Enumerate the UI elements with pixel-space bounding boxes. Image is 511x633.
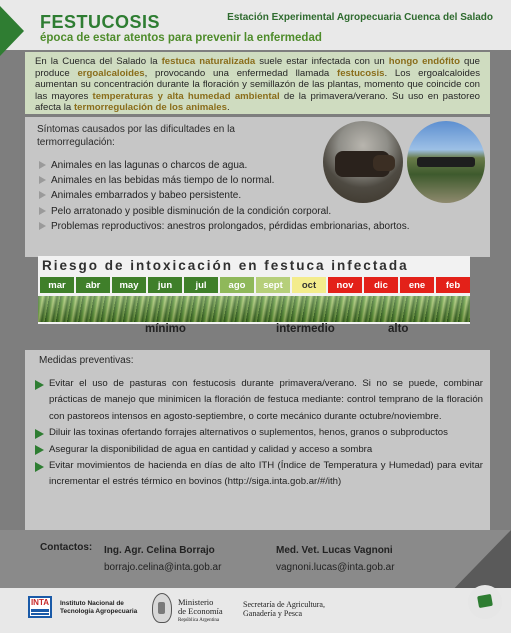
- list-item: Diluir las toxinas ofertando forrajes alternativos o suplementos, henos, granos o subproductos: [35, 425, 483, 441]
- month-sept: sept: [256, 277, 290, 293]
- month-abr: abr: [76, 277, 110, 293]
- bullet-triangle-icon: [35, 429, 44, 439]
- list-item: Animales en las bebidas más tiempo de lo normal.: [39, 173, 419, 188]
- month-jul: jul: [184, 277, 218, 293]
- risk-level-high: alto: [388, 323, 409, 335]
- risk-level-low: mínimo: [145, 323, 186, 335]
- cattle-photo: [323, 121, 403, 203]
- bullet-triangle-icon: [39, 222, 46, 230]
- national-seal-icon: [152, 593, 172, 623]
- contact-2-name: Med. Vet. Lucas Vagnoni: [276, 545, 393, 556]
- inta-logo-icon: INTA: [28, 596, 52, 618]
- corner-triangle-icon: [0, 6, 24, 56]
- month-ago: ago: [220, 277, 254, 293]
- page-title: FESTUCOSIS: [40, 12, 161, 32]
- list-item: Asegurar la disponibilidad de agua en cantidad y calidad y acceso a sombra: [35, 442, 483, 458]
- bullet-triangle-icon: [35, 445, 44, 455]
- list-item: Pelo arratonado y posible disminución de la condición corporal.: [39, 204, 419, 219]
- month-feb: feb: [436, 277, 470, 293]
- month-jun: jun: [148, 277, 182, 293]
- bullet-triangle-icon: [39, 207, 46, 215]
- page-subtitle: época de estar atentos para prevenir la enfermedad: [40, 32, 322, 44]
- contact-2-email[interactable]: vagnoni.lucas@inta.gob.ar: [276, 562, 395, 573]
- measures-title: Medidas preventivas:: [39, 355, 134, 366]
- measures-list: [35, 376, 483, 491]
- month-nov: nov: [328, 277, 362, 293]
- bullet-triangle-icon: [39, 191, 46, 199]
- list-item: Evitar el uso de pasturas con festucosis durante primavera/verano. Si no se puede, combinar prácticas de manejo que minimicen la floración de festuca mediante: control temprano de la floración con pastoreos intensos en agosto-septiembre, o corte mecánico durante octubre/noviembre.: [35, 376, 483, 425]
- month-ene: ene: [400, 277, 434, 293]
- footer: [0, 588, 511, 633]
- list-item: Problemas reproductivos: anestros prolongados, pérdidas embrionarias, abortos.: [39, 219, 419, 234]
- bullet-triangle-icon: [35, 380, 44, 390]
- lagoon-photo: [407, 121, 485, 203]
- contacts-label: Contactos:: [40, 542, 93, 553]
- months-row: [40, 277, 470, 293]
- risk-title: Riesgo de intoxicación en festuca infectada: [42, 258, 409, 273]
- month-may: may: [112, 277, 146, 293]
- risk-level-mid: intermedio: [276, 323, 335, 335]
- list-item: Animales en las lagunas o charcos de agua.: [39, 158, 419, 173]
- contact-1: [104, 542, 221, 576]
- month-oct: oct: [292, 277, 326, 293]
- risk-calendar: [38, 256, 470, 324]
- list-item: Animales embarrados y babeo persistente.: [39, 188, 419, 203]
- month-dic: dic: [364, 277, 398, 293]
- bullet-triangle-icon: [35, 462, 44, 472]
- bullet-triangle-icon: [39, 176, 46, 184]
- bullet-triangle-icon: [39, 161, 46, 169]
- region-map-icon: [468, 585, 502, 619]
- symptoms-section: [25, 117, 490, 257]
- intro-paragraph: En la Cuenca del Salado la festuca naturalizada suele estar infectada con un hongo endófito que produce ergoalcaloides, provocando una enfermedad llamada festucosis. Los ergoalcaloides aumentan su concentración durante la floración y semillazón de las plantas, momento que coincide con las mayores temperaturas y alta humedad ambiental de la primavera/verano. Su uso en pastoreo afecta la termorregulación de los animales.: [25, 52, 490, 114]
- inta-name: Instituto Nacional de Tecnología Agropecuaria: [60, 600, 138, 615]
- contact-2: [276, 542, 395, 576]
- contact-1-email[interactable]: borrajo.celina@inta.gob.ar: [104, 562, 222, 573]
- contact-1-name: Ing. Agr. Celina Borrajo: [104, 545, 215, 556]
- list-item: Evitar movimientos de hacienda en días de alto ITH (Índice de Temperatura y Humedad) para evitar incrementar el estrés térmico en bovinos (http://siga.inta.gob.ar/#/ith): [35, 458, 483, 491]
- station-name: Estación Experimental Agropecuaria Cuenca del Salado: [227, 12, 493, 23]
- month-mar: mar: [40, 277, 74, 293]
- ministry-name: Ministerio de Economía República Argentina: [178, 597, 223, 623]
- secretariat-name: Secretaría de Agricultura, Ganadería y Pesca: [243, 600, 325, 618]
- measures-section: [25, 350, 490, 530]
- symptoms-title: Síntomas causados por las dificultades en la termorregulación:: [37, 124, 235, 148]
